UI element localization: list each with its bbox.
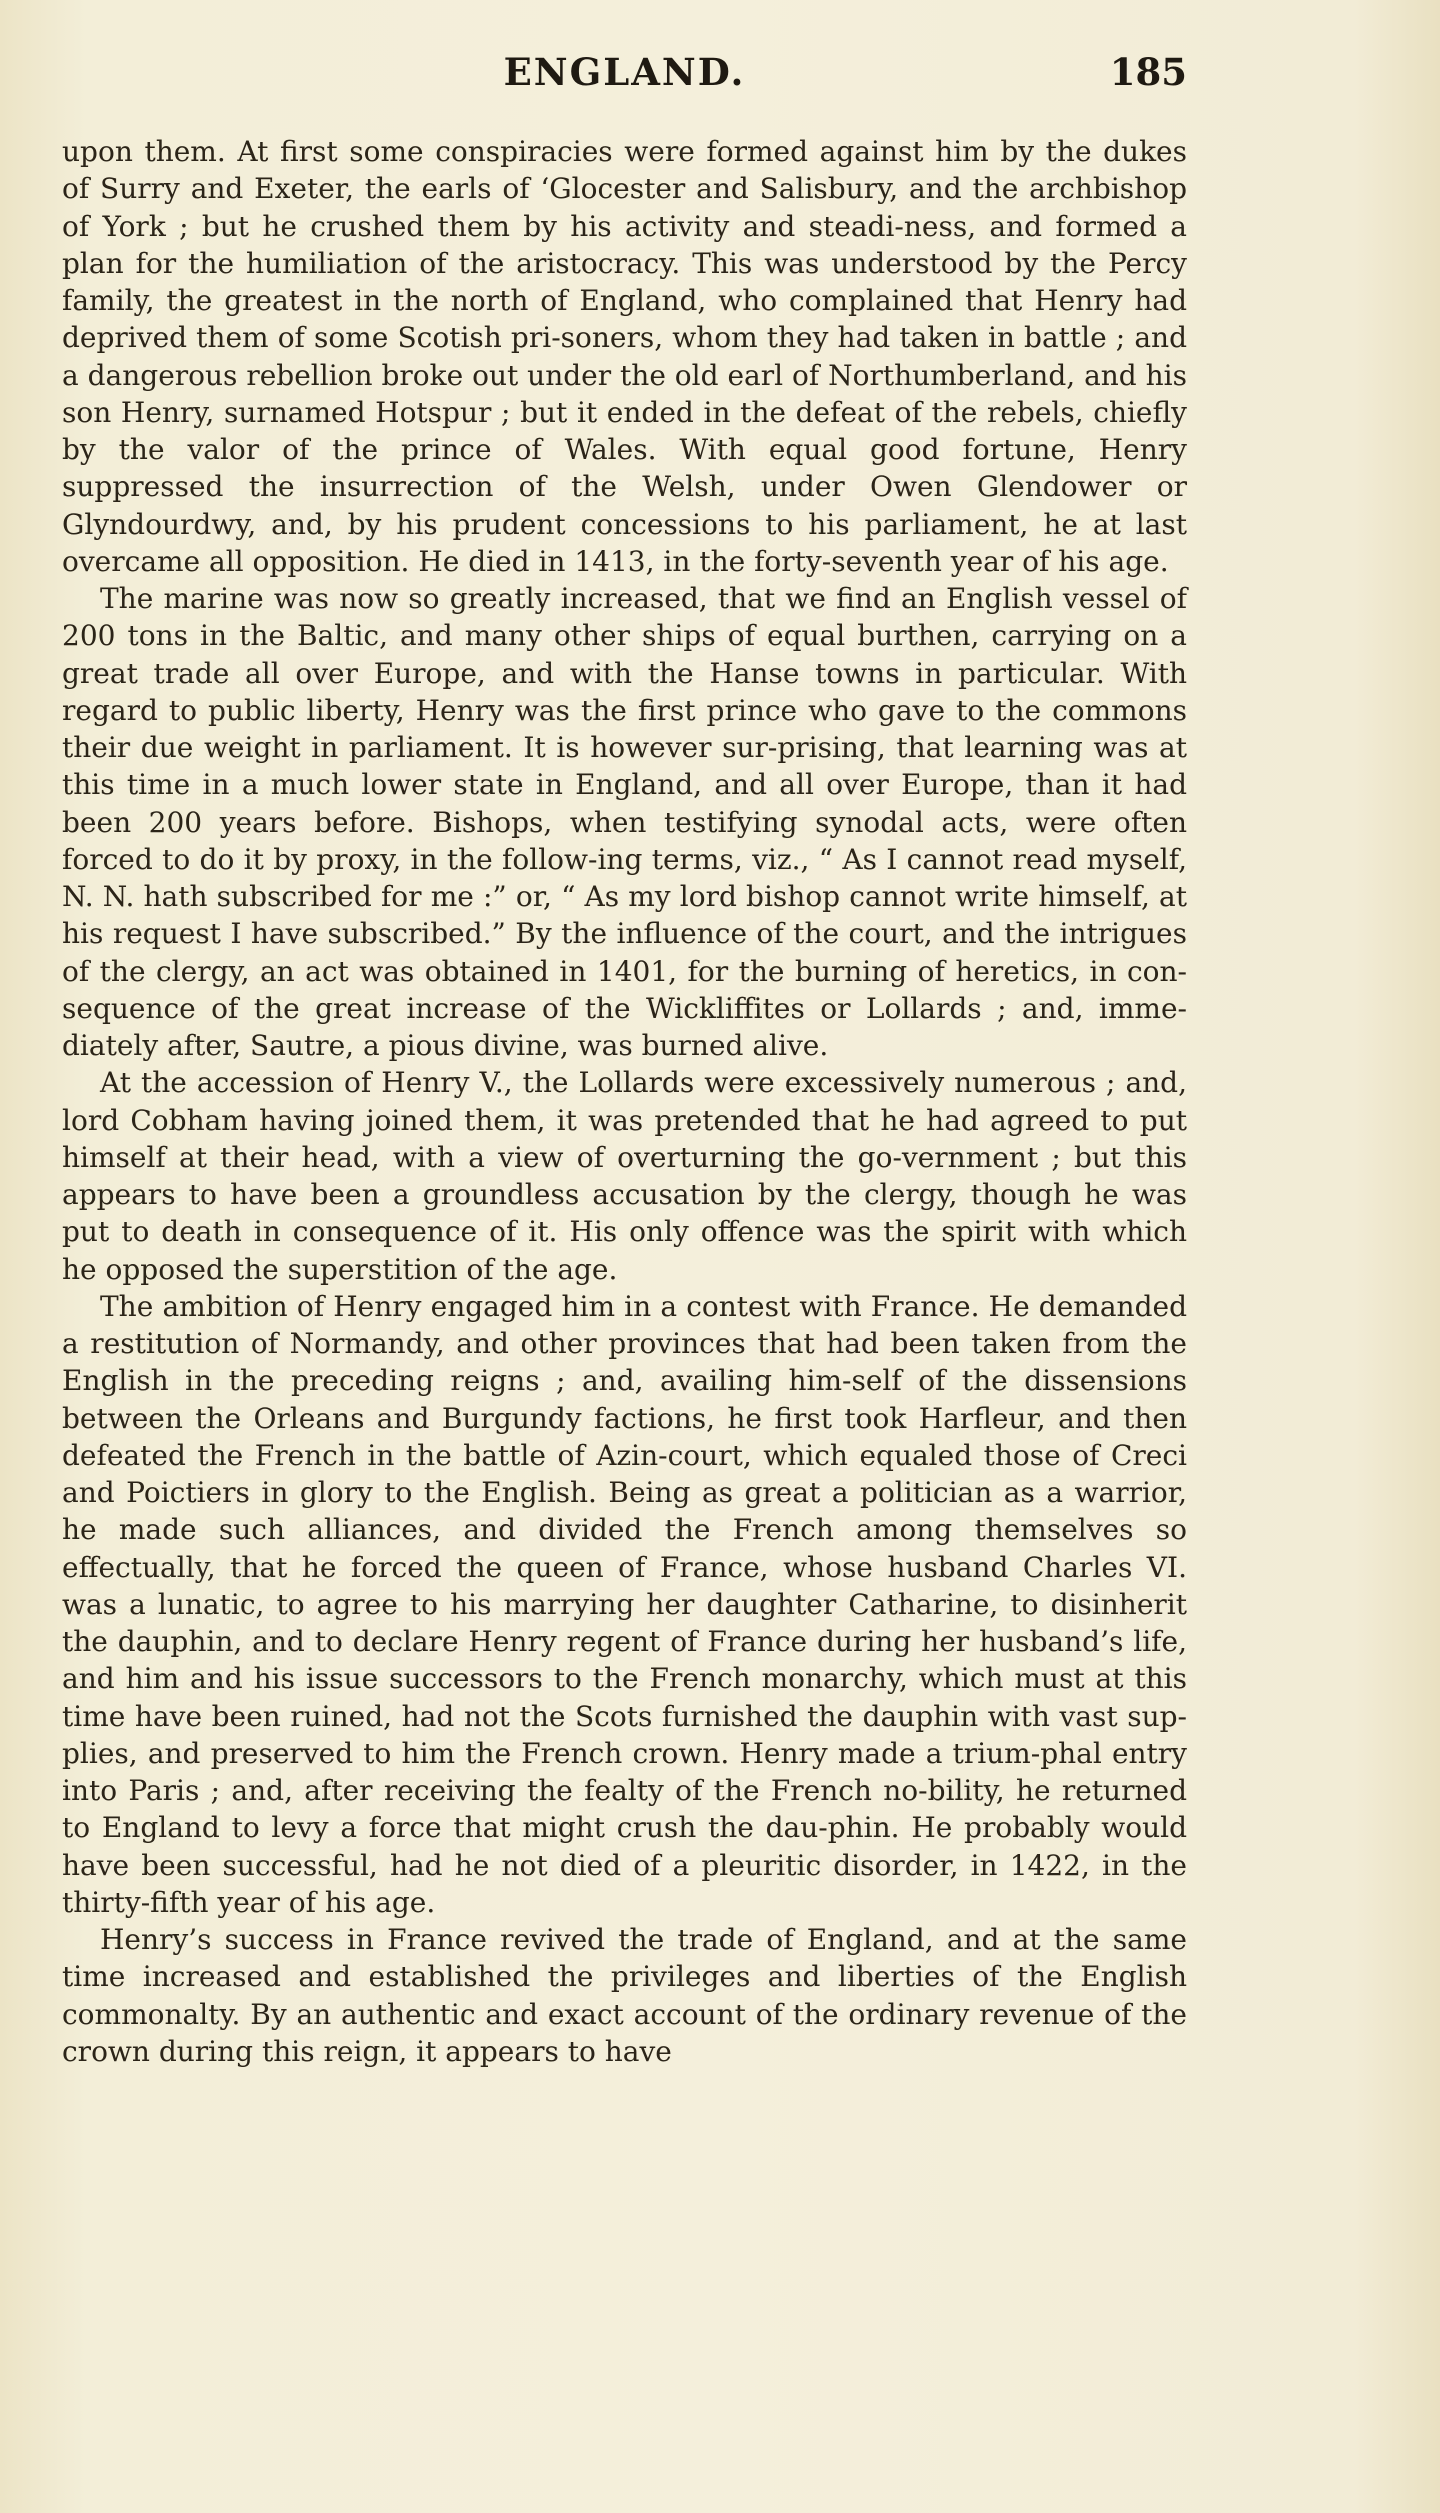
body-text (62, 133, 1187, 2070)
paragraph-henry-v-lollards: At the accession of Henry V., the Lollards were excessively numerous ; and, lord Cobham having joined them, it was pretended that he had agreed to put himself at their head, with a view of overturning the go-vernment ; but this appears to have been a groundless accusation by the clergy, though he was put to death in consequence of it. His only offence was the spirit with which he opposed the superstition of the age. (62, 1066, 1187, 1286)
paragraph-trade-and-revenue: Henry’s success in France revived the trade of England, and at the same time increased and established the privileges and liberties of the English commonalty. By an authentic and exact account of the ordinary revenue of the crown during this reign, it appears to have (62, 1923, 1187, 2068)
running-header (62, 42, 1187, 102)
page-title: ENGLAND. (503, 50, 746, 94)
paragraph-ambition-of-henry: The ambition of Henry engaged him in a contest with France. He demanded a restitution of Normandy, and other provinces that had been taken from the English in the preceding reigns ; and, availing him-self of the dissensions between the Orleans and Burgundy factions, he first took Harfleur, and then defeated the French in the battle of Azin-court, which equaled those of Creci and Poictiers in glory to the English. Being as great a politician as a warrior, he made such alliances, and divided the French among themselves so effectually, that he forced the queen of France, whose husband Charles VI. was a lunatic, to agree to his marrying her daughter Catharine, to disinherit the dauphin, and to declare Henry regent of France during her husband’s life, and him and his issue successors to the French monarchy, which must at this time have been ruined, had not the Scots furnished the dauphin with vast sup-plies, and preserved to him the French crown. Henry made a trium-phal entry into Paris ; and, after receiving the fealty of the French no-bility, he returned to England to levy a force that might crush the dau-phin. He probably would have been successful, had he not died of a pleuritic disorder, in 1422, in the thirty-fifth year of his age. (62, 1289, 1187, 1919)
page-number: 185 (1109, 50, 1187, 94)
paragraph-henry-iv-reign: upon them. At first some conspiracies were formed against him by the dukes of Surry and Exeter, the earls of ‘Glocester and Salisbury, and the archbishop of York ; but he crushed them by his activity and steadi-ness, and formed a plan for the humiliation of the aristocracy. This was understood by the Percy family, the greatest in the north of England, who complained that Henry had deprived them of some Scotish pri-soners, whom they had taken in battle ; and a dangerous rebellion broke out under the old earl of Northumberland, and his son Henry, surnamed Hotspur ; but it ended in the defeat of the rebels, chiefly by the valor of the prince of Wales. With equal good fortune, Henry suppressed the insurrection of the Welsh, under Owen Glendower or Glyndourdwy, and, by his prudent concessions to his parliament, he at last overcame all opposition. He died in 1413, in the forty-seventh year of his age. (62, 135, 1187, 578)
paragraph-marine-and-learning: The marine was now so greatly increased, that we find an English vessel of 200 tons in the Baltic, and many other ships of equal burthen, carrying on a great trade all over Europe, and with the Hanse towns in particular. With regard to public liberty, Henry was the first prince who gave to the commons their due weight in parliament. It is however sur-prising, that learning was at this time in a much lower state in England, and all over Europe, than it had been 200 years before. Bishops, when testifying synodal acts, were often forced to do it by proxy, in the follow-ing terms, viz., “ As I cannot read myself, N. N. hath subscribed for me :” or, “ As my lord bishop cannot write himself, at his request I have subscribed.” By the influence of the court, and the intrigues of the clergy, an act was obtained in 1401, for the burning of heretics, in con-sequence of the great increase of the Wickliffites or Lollards ; and, imme-diately after, Sautre, a pious divine, was burned alive. (62, 582, 1187, 1062)
